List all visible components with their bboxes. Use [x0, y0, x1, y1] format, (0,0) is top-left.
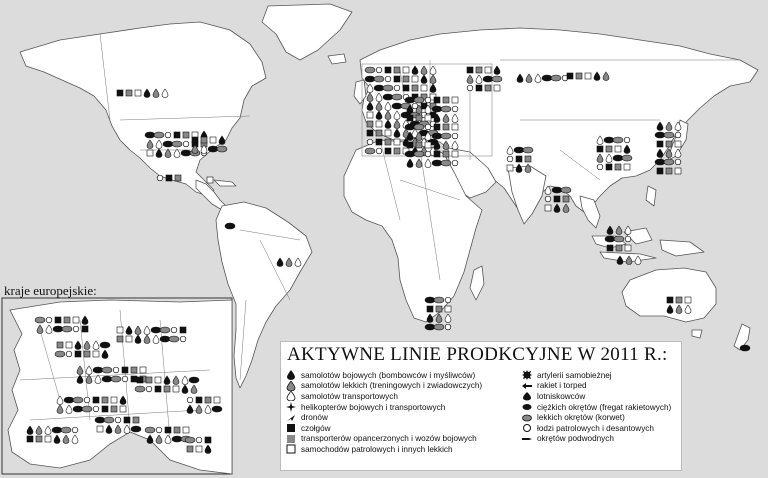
production-marker [102, 406, 108, 412]
production-marker [180, 336, 186, 342]
production-marker [367, 130, 373, 136]
production-marker [27, 436, 33, 442]
production-marker [485, 67, 491, 73]
legend-label: lekkich okrętów (korwet) [537, 413, 625, 423]
legend-item-light-aircraft [285, 381, 517, 392]
production-marker [394, 139, 400, 145]
production-marker [367, 112, 373, 118]
square-white-icon [285, 444, 297, 454]
production-marker [62, 326, 72, 332]
legend-label: lotniskowców [537, 391, 586, 401]
production-marker [403, 85, 409, 91]
production-marker [563, 196, 569, 202]
legend-label: transporterów opancerzonych i wozów bojowych [301, 434, 477, 444]
production-marker [622, 155, 632, 161]
legend-item-patrol-boats [521, 423, 679, 434]
production-marker [117, 327, 123, 333]
square-gray-icon [285, 434, 297, 444]
production-marker [175, 175, 181, 181]
production-marker [667, 297, 673, 303]
production-marker [441, 133, 451, 139]
production-marker [52, 427, 62, 433]
production-marker [376, 148, 382, 154]
production-marker [525, 156, 531, 162]
production-marker [394, 85, 400, 91]
production-marker [131, 376, 137, 382]
production-marker [657, 168, 663, 174]
production-marker [443, 124, 449, 130]
production-marker [597, 164, 603, 170]
legend-item-artillery [521, 370, 679, 381]
production-marker [111, 397, 117, 403]
production-marker [443, 97, 449, 103]
production-marker [385, 139, 391, 145]
production-marker [567, 73, 573, 79]
production-marker [452, 124, 458, 130]
production-marker [552, 187, 562, 193]
drop-dark-icon [285, 370, 297, 380]
production-marker [425, 124, 431, 130]
production-marker [365, 148, 375, 154]
legend-label: samolotów bojowych (bombowców i myśliwców) [301, 370, 476, 380]
production-marker [165, 427, 171, 433]
production-marker [115, 417, 121, 423]
production-marker [181, 150, 191, 156]
production-marker [61, 427, 71, 433]
production-marker [675, 141, 681, 147]
production-marker [604, 137, 614, 143]
production-marker [624, 137, 630, 143]
production-marker [183, 427, 189, 433]
production-marker [385, 76, 391, 82]
production-marker [467, 85, 473, 91]
production-marker [740, 345, 750, 351]
production-marker [100, 342, 110, 348]
production-marker [160, 327, 170, 333]
production-marker [606, 164, 612, 170]
production-marker [467, 67, 473, 73]
production-marker [374, 85, 384, 91]
production-marker [405, 151, 415, 157]
production-marker [156, 427, 162, 433]
production-marker [145, 132, 155, 138]
ellipse-dark-icon [521, 402, 533, 412]
production-marker [171, 327, 177, 333]
production-marker [676, 297, 682, 303]
production-marker [494, 85, 500, 91]
legend-item-carriers [521, 391, 679, 402]
production-marker [664, 132, 674, 138]
production-marker [625, 236, 631, 242]
production-marker [613, 155, 623, 161]
production-marker [412, 85, 418, 91]
legend-label: samolotów transportowych [301, 391, 398, 401]
production-marker [383, 85, 393, 91]
production-marker [655, 132, 665, 138]
production-marker [217, 146, 227, 152]
production-marker [73, 326, 79, 332]
legend-item-heavy-ships [521, 402, 679, 413]
production-marker [113, 367, 119, 373]
production-marker [157, 175, 163, 181]
production-marker [492, 76, 502, 82]
production-marker [64, 317, 70, 323]
production-marker [383, 94, 393, 100]
production-marker [445, 297, 451, 303]
legend-label: samochodów patrolowych i innych lekkich [301, 444, 453, 454]
production-marker [64, 397, 74, 403]
legend-label: rakiet i torped [537, 381, 587, 391]
production-marker [93, 351, 99, 357]
production-marker [421, 85, 427, 91]
production-marker [405, 124, 415, 130]
production-marker [46, 317, 52, 323]
production-marker [192, 137, 198, 143]
production-marker [407, 115, 413, 121]
production-marker [625, 245, 631, 251]
production-marker [405, 97, 415, 103]
production-marker [120, 406, 126, 412]
legend-item-submarines [521, 434, 679, 445]
production-marker [180, 327, 186, 333]
production-marker [111, 406, 117, 412]
production-marker [561, 187, 571, 193]
production-marker [545, 196, 551, 202]
production-marker [427, 306, 433, 312]
production-marker [434, 324, 444, 330]
production-marker [675, 159, 681, 165]
production-marker [205, 437, 211, 443]
production-marker [452, 151, 458, 157]
production-marker [434, 97, 440, 103]
legend-title: AKTYWNE LINIE PRODKCYJNE W 2011 R.: [287, 344, 668, 365]
drop-gray-icon [285, 381, 297, 391]
production-marker [476, 67, 482, 73]
production-marker [183, 141, 189, 147]
production-marker [432, 133, 442, 139]
legend-label: ciężkich okrętów (fregat rakietowych) [537, 402, 672, 412]
production-marker [452, 160, 458, 166]
production-marker [675, 168, 681, 174]
production-marker [657, 141, 663, 147]
production-marker [45, 436, 51, 442]
production-marker [416, 142, 422, 148]
production-marker [614, 236, 624, 242]
production-marker [35, 317, 45, 323]
production-marker [414, 151, 424, 157]
production-marker [135, 90, 141, 96]
production-marker [73, 406, 83, 412]
production-marker [666, 168, 672, 174]
production-marker [160, 336, 170, 342]
production-marker [624, 164, 630, 170]
production-marker [394, 76, 400, 82]
production-marker [124, 417, 130, 423]
production-marker [131, 367, 137, 373]
production-marker [441, 106, 451, 112]
production-marker [111, 376, 121, 382]
production-marker [133, 417, 139, 423]
production-marker [425, 115, 431, 121]
production-marker [385, 148, 391, 154]
production-marker [551, 75, 561, 81]
production-marker [367, 121, 373, 127]
production-marker [82, 406, 92, 412]
production-marker [403, 76, 409, 82]
production-marker [425, 297, 435, 303]
production-marker [201, 137, 207, 143]
cross-star-icon [285, 402, 297, 412]
production-marker [403, 67, 409, 73]
production-marker [165, 132, 171, 138]
production-marker [655, 159, 665, 165]
production-marker [523, 147, 533, 153]
production-marker [443, 151, 449, 157]
production-marker [93, 397, 99, 403]
production-marker [545, 205, 551, 211]
production-marker [514, 147, 524, 153]
production-marker [613, 137, 623, 143]
production-marker [597, 146, 603, 152]
production-marker [392, 94, 402, 100]
production-marker [187, 397, 193, 403]
production-marker [615, 146, 621, 152]
legend-item-patrol-vehicles [285, 444, 517, 455]
production-marker [117, 90, 123, 96]
production-marker [53, 326, 63, 332]
production-marker [174, 132, 180, 138]
production-marker [585, 73, 591, 79]
legend-item-missiles [521, 381, 679, 392]
production-marker [131, 426, 141, 432]
production-marker [82, 326, 88, 332]
production-marker [84, 351, 90, 357]
production-marker [452, 133, 458, 139]
production-marker [685, 297, 691, 303]
production-marker [367, 139, 373, 145]
production-marker [196, 397, 202, 403]
legend-right-column [521, 370, 679, 444]
production-marker [210, 137, 216, 143]
production-marker [137, 377, 143, 383]
production-marker [425, 97, 431, 103]
production-marker [93, 406, 99, 412]
production-marker [394, 67, 400, 73]
production-marker [172, 141, 182, 147]
production-marker [394, 148, 400, 154]
production-marker [414, 124, 424, 130]
legend-item-combat-aircraft [285, 370, 517, 381]
production-marker [374, 76, 384, 82]
production-marker [183, 132, 189, 138]
missile-icon [521, 381, 533, 391]
production-marker [104, 417, 114, 423]
production-marker [166, 175, 172, 181]
production-marker [452, 97, 458, 103]
legend-left-column [285, 370, 517, 455]
legend-label: artylerii samobieżnej [537, 370, 612, 380]
production-marker [576, 73, 582, 79]
production-marker [163, 141, 173, 147]
production-marker [145, 427, 155, 433]
production-marker [452, 106, 458, 112]
production-marker [147, 150, 153, 156]
legend-item-transport-aircraft [285, 391, 517, 402]
legend-label: łodzi patrolowych i desantowych [537, 423, 654, 433]
production-marker [412, 76, 418, 82]
production-marker [135, 386, 145, 392]
production-marker [84, 397, 90, 403]
production-marker [172, 436, 182, 442]
production-marker [365, 76, 375, 82]
production-marker [102, 397, 108, 403]
legend-item-tanks [285, 423, 517, 434]
square-dark-icon [285, 423, 297, 433]
production-marker [126, 90, 132, 96]
drop-white-icon [285, 391, 297, 401]
production-marker [425, 151, 431, 157]
production-marker [174, 427, 180, 433]
production-marker [445, 306, 451, 312]
production-marker [102, 367, 112, 373]
production-marker [75, 351, 81, 357]
production-marker [72, 427, 78, 433]
production-marker [208, 146, 218, 152]
legend-label: okrętów podwodnych [537, 434, 614, 444]
production-marker [607, 245, 613, 251]
production-marker [214, 397, 220, 403]
production-marker [476, 85, 482, 91]
legend [280, 341, 682, 471]
circle-white-icon [521, 423, 533, 433]
production-marker [376, 139, 382, 145]
production-marker [436, 306, 442, 312]
production-marker [365, 67, 375, 73]
production-marker [416, 115, 422, 121]
legend-item-drones [285, 412, 517, 423]
production-marker [189, 377, 199, 383]
production-marker [605, 236, 615, 242]
production-marker [93, 367, 103, 373]
production-marker [616, 245, 622, 251]
production-marker [425, 142, 431, 148]
legend-label: helikopterów bojowych i transportowych [301, 402, 446, 412]
production-marker [95, 417, 105, 423]
production-marker [173, 386, 179, 392]
production-marker [485, 85, 491, 91]
production-marker [169, 336, 179, 342]
production-marker [392, 103, 402, 109]
legend-label: dronów [301, 413, 328, 423]
submarine-icon [521, 434, 533, 444]
production-marker [146, 386, 152, 392]
legend-item-light-ships [521, 412, 679, 423]
legend-item-helicopters [285, 402, 517, 413]
production-marker [126, 336, 132, 342]
small-arrow-icon [285, 413, 297, 423]
production-marker [606, 146, 612, 152]
production-marker [187, 446, 193, 452]
production-marker [36, 436, 42, 442]
production-marker [407, 142, 413, 148]
production-marker [73, 317, 79, 323]
production-marker [507, 165, 513, 171]
production-marker [414, 97, 424, 103]
production-marker [207, 177, 213, 183]
production-marker [102, 376, 112, 382]
ellipse-gray-icon [521, 413, 533, 423]
production-marker [542, 75, 552, 81]
production-marker [212, 406, 222, 412]
production-marker [432, 160, 442, 166]
carrier-icon [521, 391, 533, 401]
production-marker [385, 130, 391, 136]
legend-label: czołgów [301, 423, 331, 433]
production-marker [507, 156, 513, 162]
production-marker [434, 297, 444, 303]
production-marker [66, 342, 72, 348]
production-marker [425, 324, 435, 330]
production-marker [66, 351, 72, 357]
production-marker [445, 324, 451, 330]
production-marker [140, 367, 146, 373]
production-marker [205, 397, 211, 403]
inset-label: kraje europejskie: [4, 283, 97, 298]
production-marker [73, 397, 83, 403]
production-marker [185, 437, 195, 443]
production-marker [154, 132, 164, 138]
production-marker [385, 67, 391, 73]
production-marker [675, 132, 681, 138]
production-marker [151, 327, 161, 333]
production-marker [666, 141, 672, 147]
production-marker [155, 377, 161, 383]
production-marker [615, 164, 621, 170]
production-marker [164, 386, 170, 392]
production-marker [146, 377, 152, 383]
production-marker [434, 124, 440, 130]
production-marker [196, 437, 202, 443]
production-marker [432, 106, 442, 112]
production-marker [55, 317, 61, 323]
gear-icon [521, 370, 533, 380]
production-marker [55, 351, 65, 357]
production-marker [376, 130, 382, 136]
legend-label: samolotów lekkich (treningowych i zwiadowczych) [301, 381, 483, 391]
production-marker [196, 446, 202, 452]
production-marker [434, 151, 440, 157]
production-marker [117, 336, 123, 342]
production-marker [554, 196, 560, 202]
production-marker [664, 159, 674, 165]
production-marker [516, 156, 522, 162]
production-marker [225, 223, 235, 229]
production-marker [441, 160, 451, 166]
legend-item-armored-carriers [285, 434, 517, 445]
production-marker [376, 121, 382, 127]
production-marker [155, 386, 161, 392]
production-marker [122, 367, 128, 373]
production-marker [376, 67, 382, 73]
production-marker [57, 342, 63, 348]
production-marker [97, 426, 103, 432]
production-marker [122, 376, 128, 382]
production-marker [483, 76, 493, 82]
